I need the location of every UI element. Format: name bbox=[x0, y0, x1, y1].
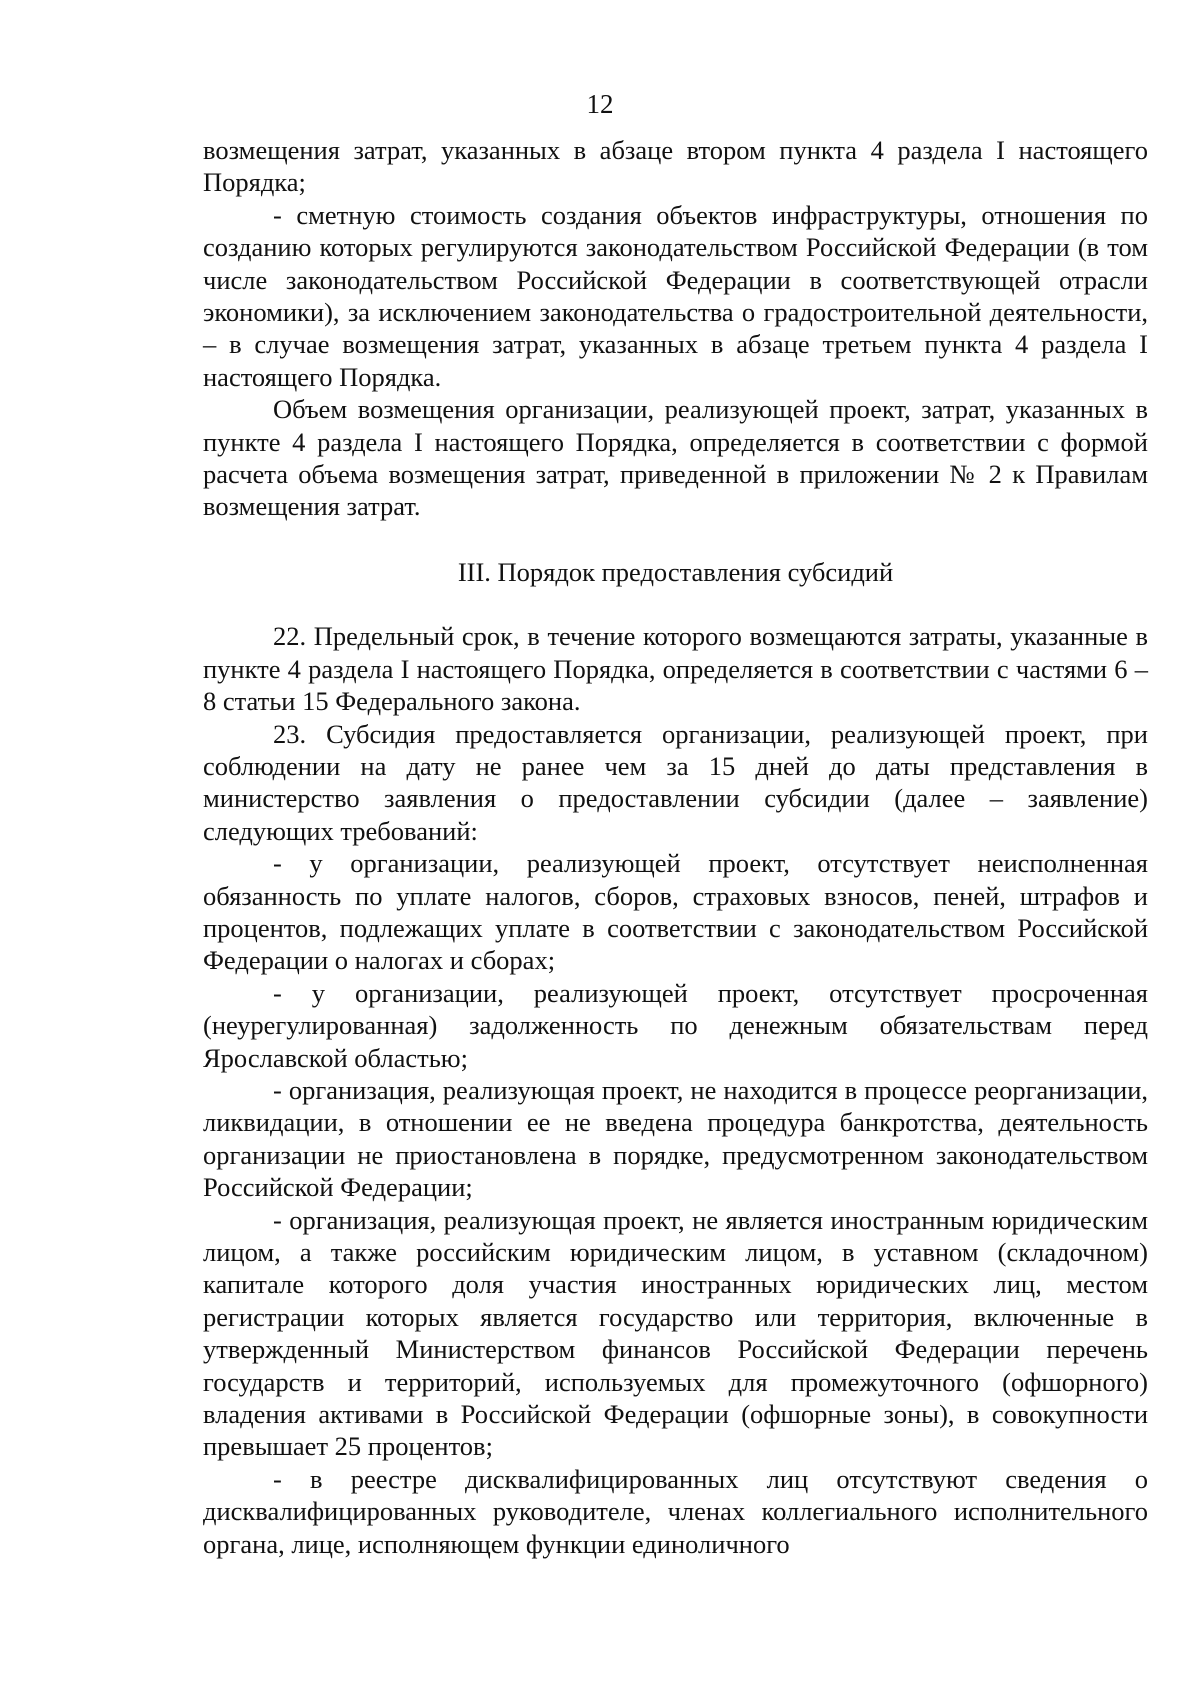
paragraph: - организация, реализующая проект, не является иностранным юридическим лицом, а также российским юридическим лицом, в уставном (складочном) капитале которого доля участия иностранных юридических лиц, местом регистрации которых является государство или территория, включенные в утвержденный Министерством финансов Российской Федерации перечень государств и территорий, используемых для промежуточного (офшорного) владения активами в Российской Федерации (офшорные зоны), в совокупности превышает 25 процентов; bbox=[203, 1204, 1148, 1462]
paragraph: - у организации, реализующей проект, отсутствует неисполненная обязанность по уплате налогов, сборов, страховых взносов, пеней, штрафов и процентов, подлежащих уплате в соответствии с законодательством Российской Федерации о налогах и сборах; bbox=[203, 848, 1148, 976]
paragraph: 23. Субсидия предоставляется организации, реализующей проект, при соблюдении на дату не ранее чем за 15 дней до даты представления в министерство заявления о предоставлении субсидии (далее – заявление) следующих требований: bbox=[203, 718, 1148, 846]
paragraph: - организация, реализующая проект, не находится в процессе реорганизации, ликвидации, в отношении ее не введена процедура банкротства, деятельность организации не приостановлена в порядке, предусмотренном законодательством Российской Федерации; bbox=[203, 1074, 1148, 1203]
paragraph: - сметную стоимость создания объектов инфраструктуры, отношения по созданию которых регулируются законодательством Российской Федерации (в том числе законодательством Российской Федерации в соответствующей отрасли экономики), за исключением законодательства о градостроительной деятельности, – в случае возмещения затрат, указанных в абзаце третьем пункта 4 раздела I настоящего Порядка. bbox=[203, 199, 1148, 392]
paragraph: - у организации, реализующей проект, отсутствует просроченная (неурегулированная) задолженность по денежным обязательствам перед Ярославской областью; bbox=[203, 977, 1148, 1073]
paragraph: возмещения затрат, указанных в абзаце втором пункта 4 раздела I настоящего Порядка; bbox=[203, 135, 1148, 198]
paragraph: - в реестре дисквалифицированных лиц отсутствуют сведения о дисквалифицированных руководителе, членах коллегиального исполнительного органа, лице, исполняющем функции единоличного bbox=[203, 1463, 1148, 1559]
paragraph: 22. Предельный срок, в течение которого возмещаются затраты, указанные в пункте 4 раздела I настоящего Порядка, определяется в соответствии с частями 6 – 8 статьи 15 Федерального закона. bbox=[203, 621, 1148, 717]
page-number: 12 bbox=[586, 89, 614, 119]
paragraphs-before-heading bbox=[203, 134, 1148, 523]
paragraphs-after-heading bbox=[203, 620, 1148, 1560]
document-body bbox=[203, 134, 1148, 1560]
section-heading: III. Порядок предоставления субсидий bbox=[457, 556, 894, 587]
paragraph: Объем возмещения организации, реализующей проект, затрат, указанных в пункте 4 раздела I настоящего Порядка, определяется в соответствии с формой расчета объема возмещения затрат, приведенной в приложении № 2 к Правилам возмещения затрат. bbox=[203, 394, 1148, 522]
